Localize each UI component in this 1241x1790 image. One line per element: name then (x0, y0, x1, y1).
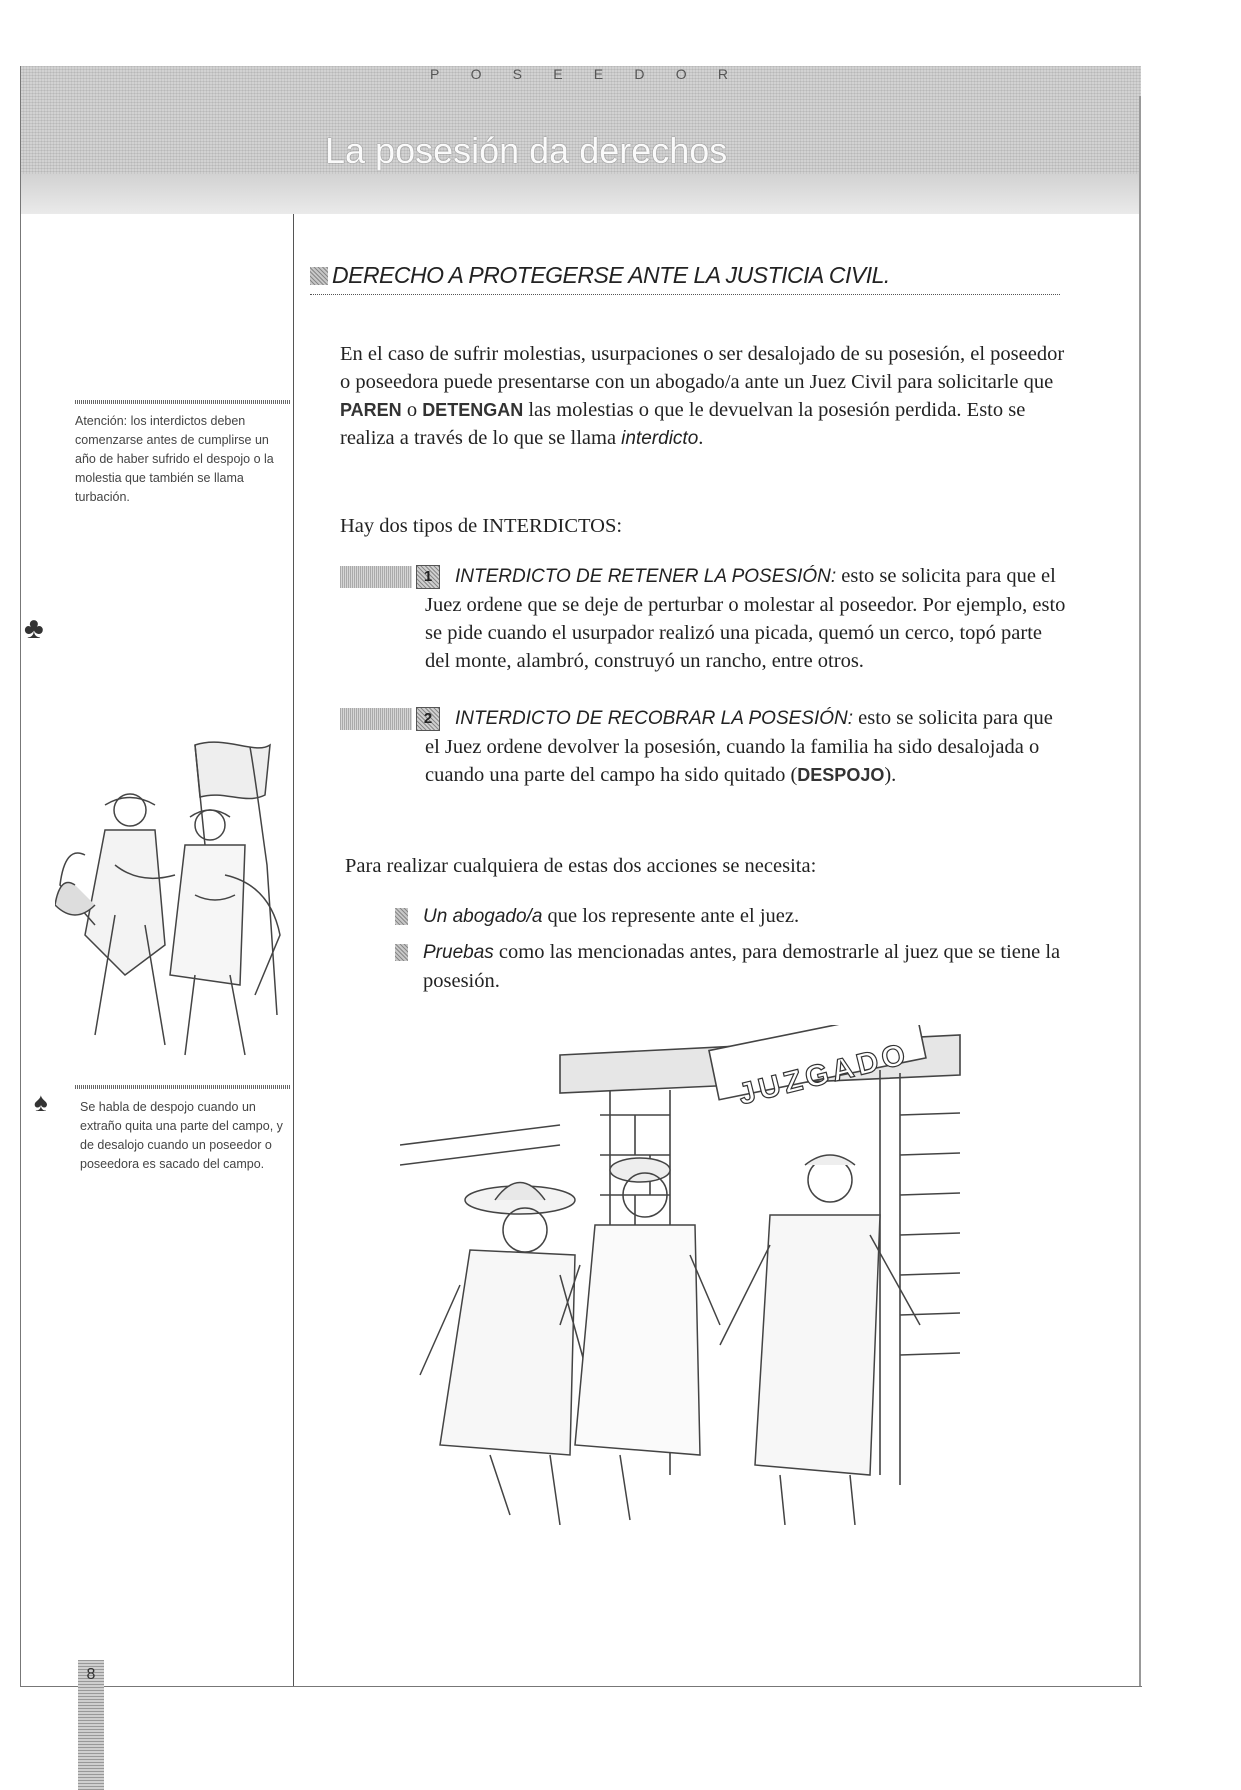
emphasis-detengan: DETENGAN (422, 400, 524, 420)
need-item (395, 938, 1075, 995)
main-paragraph (340, 340, 1070, 453)
page-title: La posesión da derechos (325, 130, 728, 171)
type-heading: INTERDICTO DE RECOBRAR LA POSESIÓN: (455, 708, 854, 729)
type-heading: INTERDICTO DE RETENER LA POSESIÓN: (455, 566, 837, 587)
section-letter: E (593, 66, 606, 82)
need-intro: Para realizar cualquiera de estas dos acciones se necesita: (345, 855, 817, 877)
type-item (340, 562, 1070, 675)
page-edge (1139, 96, 1141, 1686)
section-letter: O (675, 66, 689, 82)
type-description: esto se solicita para que el Juez ordene que se deje de perturbar o molestar al poseedor. Por ejemplo, esto se pide cuando el usurpador realizó una picada, quemó un cerco, topó parte del monte, alambró, construyó un rancho, entre otros. (425, 565, 1066, 672)
paragraph-text: las molestias o que le devuelvan la posesión perdida. Esto se realiza a través de lo que se llama (340, 399, 1026, 449)
sidebar-rule (75, 400, 290, 404)
decorative-ornament-icon: ♣ (24, 612, 44, 645)
need-text: que los represente ante el juez. (542, 905, 800, 927)
decorative-ornament-icon: ♠ (34, 1088, 48, 1117)
section-letter: D (634, 66, 647, 82)
term-interdicto: interdicto (621, 428, 699, 449)
need-item (395, 902, 1075, 931)
need-lead: Un abogado/a (423, 906, 543, 927)
page-number: 8 (78, 1660, 104, 1790)
type-bar (340, 708, 412, 730)
farmers-illustration (55, 735, 290, 1065)
need-lead: Pruebas (423, 942, 494, 963)
square-bullet-icon (395, 908, 408, 925)
paragraph-text: o (401, 399, 423, 421)
juzgado-sign: JUZGADO (735, 1037, 913, 1112)
square-bullet-icon (395, 944, 408, 961)
section-subtitle (310, 262, 1060, 295)
type-description: esto se solicita para que el Juez ordene devolver la posesión, cuando la familia ha sido desalojada o cuando una parte del campo ha sido quitado ( (425, 707, 1053, 786)
subtitle-text: DERECHO A PROTEGERSE ANTE LA JUSTICIA CIVIL. (332, 262, 890, 288)
type-description-end: ). (884, 764, 897, 786)
types-intro: Hay dos tipos de INTERDICTOS: (340, 515, 623, 537)
column-divider (293, 214, 294, 1686)
paragraph-text: En el caso de sufrir molestias, usurpaciones o ser desalojado de su posesión, el poseedor o poseedora puede presentarse con un abogado/a ante un Juez Civil para solicitarle que (340, 343, 1065, 393)
section-letter: E (553, 66, 565, 82)
sidebar-rule (75, 1085, 290, 1089)
paragraph-text: . (698, 427, 704, 449)
sidebar-note-attention: Atención: los interdictos deben comenzarse antes de cumplirse un año de haber sufrido el despojo o la molestia que también se llama turbación. (75, 414, 274, 504)
type-bar (340, 566, 412, 588)
need-text: como las mencionadas antes, para demostrarle al juez que se tiene la posesión. (423, 941, 1061, 992)
number-badge: 2 (416, 707, 440, 731)
emphasis-paren: PAREN (340, 400, 402, 420)
section-letter: O (470, 66, 484, 82)
number-badge: 1 (416, 565, 440, 589)
section-letter: R (717, 66, 730, 82)
section-letter: S (512, 66, 525, 82)
type-item (340, 704, 1070, 789)
emphasis-despojo: DESPOJO (797, 765, 885, 785)
square-bullet-icon (310, 267, 328, 285)
section-letter: P (430, 66, 442, 82)
courthouse-illustration (400, 1025, 1010, 1525)
sidebar-note-despojo: Se habla de despojo cuando un extraño quita una parte del campo, y de desalojo cuando un poseedor o poseedora es sacado del campo. (80, 1100, 283, 1171)
